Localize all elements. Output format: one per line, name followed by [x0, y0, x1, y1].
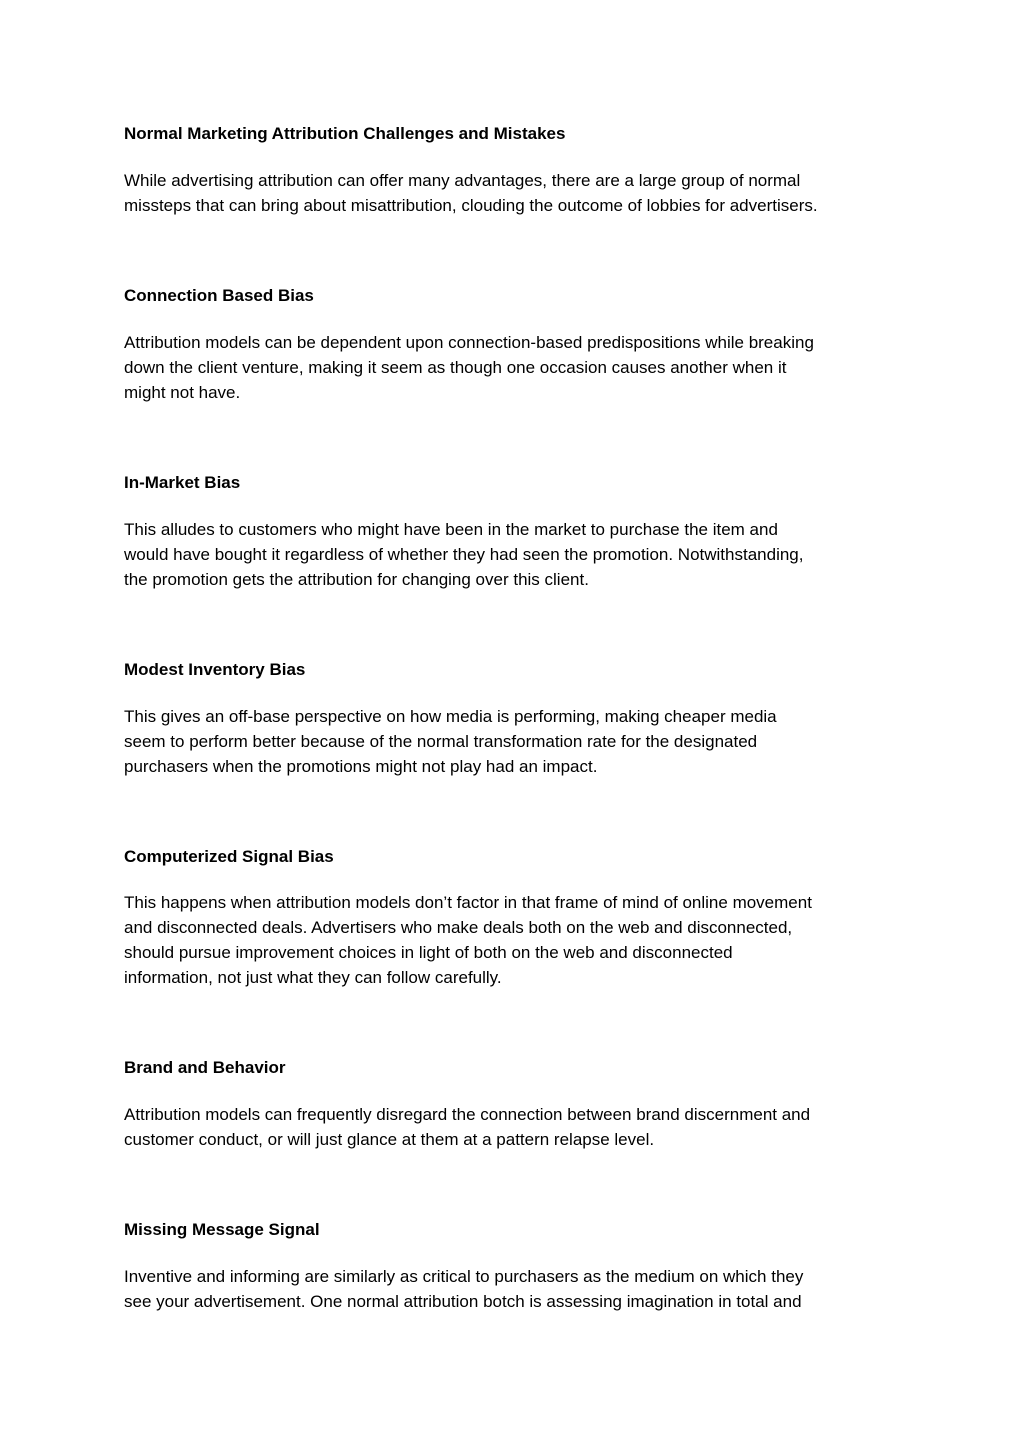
section-paragraph — [124, 168, 818, 218]
paragraph-line: This alludes to customers who might have been in the market to purchase the item and — [124, 520, 778, 539]
section-paragraph — [124, 1264, 803, 1314]
section-heading: Modest Inventory Bias — [124, 660, 306, 679]
section-paragraph — [124, 330, 814, 405]
section-heading: In-Market Bias — [124, 473, 241, 492]
paragraph-line: This happens when attribution models don’t factor in that frame of mind of online movement — [124, 893, 812, 912]
paragraph-line: information, not just what they can follow carefully. — [124, 968, 502, 987]
section-heading: Connection Based Bias — [124, 286, 314, 305]
paragraph-line: would have bought it regardless of whether they had seen the promotion. Notwithstanding, — [124, 545, 804, 564]
paragraph-line: the promotion gets the attribution for changing over this client. — [124, 570, 589, 589]
paragraph-line: Attribution models can be dependent upon connection-based predispositions while breaking — [124, 333, 814, 352]
paragraph-line: This gives an off-base perspective on how media is performing, making cheaper media — [124, 707, 777, 726]
paragraph-line: should pursue improvement choices in light of both on the web and disconnected — [124, 943, 733, 962]
paragraph-line: might not have. — [124, 383, 241, 402]
paragraph-line: customer conduct, or will just glance at them at a pattern relapse level. — [124, 1130, 655, 1149]
paragraph-line: seem to perform better because of the normal transformation rate for the designated — [124, 732, 758, 751]
paragraph-line: see your advertisement. One normal attribution botch is assessing imagination in total and — [124, 1292, 802, 1311]
paragraph-line: Attribution models can frequently disregard the connection between brand discernment and — [124, 1105, 811, 1124]
section-heading: Computerized Signal Bias — [124, 847, 334, 866]
section-heading: Brand and Behavior — [124, 1058, 286, 1077]
section-paragraph — [124, 704, 777, 779]
section-paragraph — [124, 890, 812, 990]
paragraph-line: missteps that can bring about misattribution, clouding the outcome of lobbies for advertisers. — [124, 196, 818, 215]
section-heading: Missing Message Signal — [124, 1220, 320, 1239]
paragraph-line: and disconnected deals. Advertisers who make deals both on the web and disconnected, — [124, 918, 793, 937]
section-paragraph — [124, 517, 803, 592]
paragraph-line: down the client venture, making it seem as though one occasion causes another when it — [124, 358, 787, 377]
paragraph-line: While advertising attribution can offer many advantages, there are a large group of normal — [124, 171, 801, 190]
paragraph-line: Inventive and informing are similarly as critical to purchasers as the medium on which they — [124, 1267, 804, 1286]
paragraph-line: purchasers when the promotions might not play had an impact. — [124, 757, 598, 776]
section-paragraph — [124, 1102, 810, 1152]
section-heading: Normal Marketing Attribution Challenges and Mistakes — [124, 124, 566, 143]
